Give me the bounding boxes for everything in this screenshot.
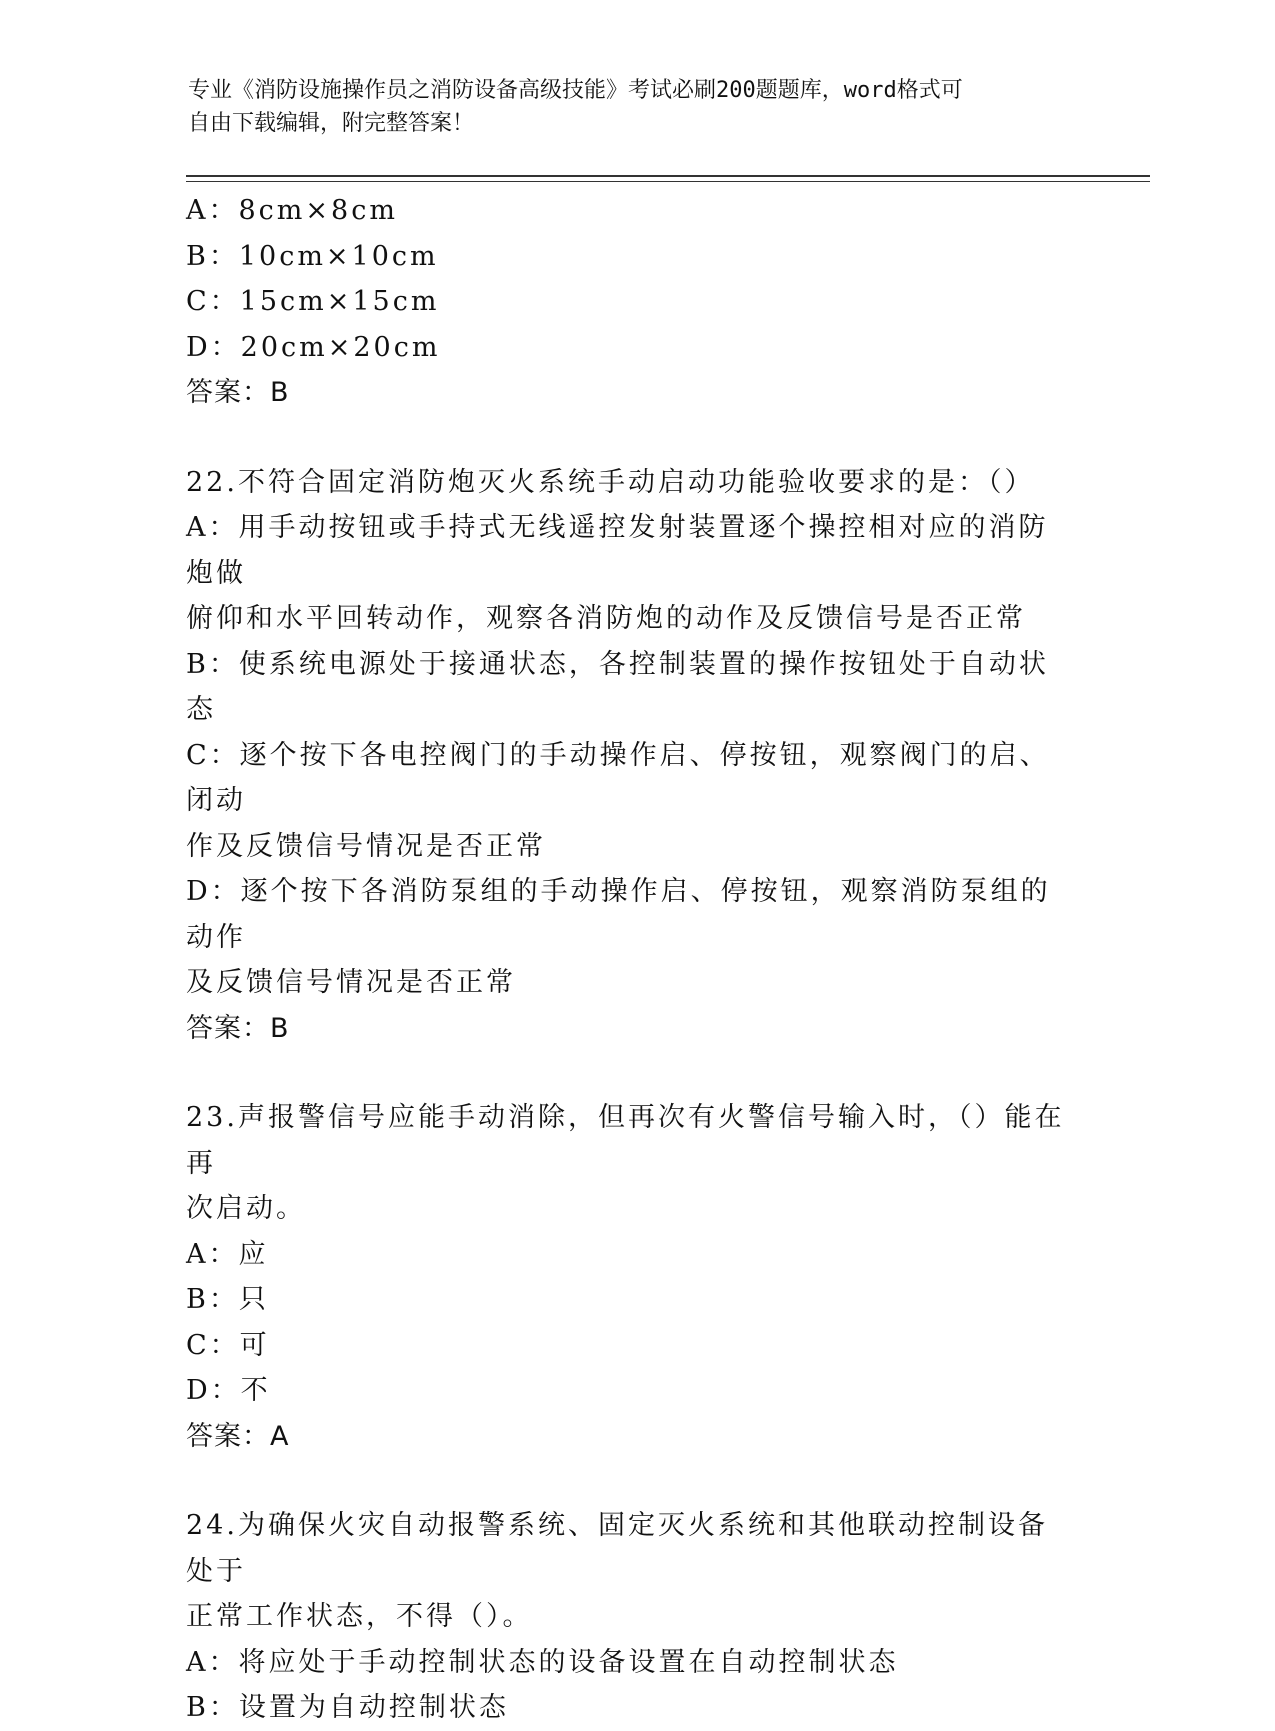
q22-option-c-line-1: C：逐个按下各电控阀门的手动操作启、停按钮，观察阀门的启、闭动 [186,739,1050,816]
q23-option-b: B：只 [186,1284,269,1315]
q22-option-d-line-1: D：逐个按下各消防泵组的手动操作启、停按钮，观察消防泵组的动作 [186,876,1051,953]
q22-option-d-line-2: 及反馈信号情况是否正常 [186,967,516,998]
q22-option-a-line-1: A：用手动按钮或手持式无线遥控发射装置逐个操控相对应的消防炮做 [186,512,1049,589]
q22-answer: 答案：B [186,1012,290,1044]
spacer [186,416,1066,460]
q23-option-a: A：应 [186,1238,269,1270]
q22-option-c-line-2: 作及反馈信号情况是否正常 [186,830,546,862]
spacer [186,1459,1066,1503]
q23-question-line-1: 23.声报警信号应能手动消除，但再次有火警信号输入时，（）能在再 [186,1102,1065,1179]
header-line-1: 专业《消防设施操作员之消防设备高级技能》考试必刷200题题库，word格式可 [188,78,963,103]
q24-question-line-2: 正常工作状态，不得（）。 [186,1601,533,1632]
document-header [188,74,1068,140]
q23-question-line-2: 次启动。 [186,1193,306,1224]
q21-option-a: A：8cm×8cm [186,195,398,226]
q23-option-c: C：可 [186,1329,270,1361]
question-list [186,188,1066,1731]
q24-option-b: B：设置为自动控制状态 [186,1692,509,1723]
q21-answer: 答案：B [186,377,290,408]
q22-option-a-line-2: 俯仰和水平回转动作，观察各消防炮的动作及反馈信号是否正常 [186,603,1026,634]
q21-option-d: D：20cm×20cm [186,331,441,363]
header-line-2: 自由下载编辑，附完整答案！ [188,111,475,136]
q22-option-b: B：使系统电源处于接通状态，各控制装置的操作按钮处于自动状态 [186,648,1049,725]
q24-question-line-1: 24.为确保火灾自动报警系统、固定灭火系统和其他联动控制设备处于 [186,1510,1048,1587]
spacer [186,1051,1066,1095]
q24-option-a: A：将应处于手动控制状态的设备设置在自动控制状态 [186,1646,899,1678]
q22-question: 22.不符合固定消防炮灭火系统手动启动功能验收要求的是：（） [186,466,1035,498]
header-divider-thin [186,181,1150,182]
q21-option-c: C：15cm×15cm [186,286,440,317]
header-divider-thick [186,175,1150,177]
q23-answer: 答案：A [186,1420,290,1452]
q23-option-d: D：不 [186,1375,271,1406]
q21-option-b: B：10cm×10cm [186,240,439,272]
